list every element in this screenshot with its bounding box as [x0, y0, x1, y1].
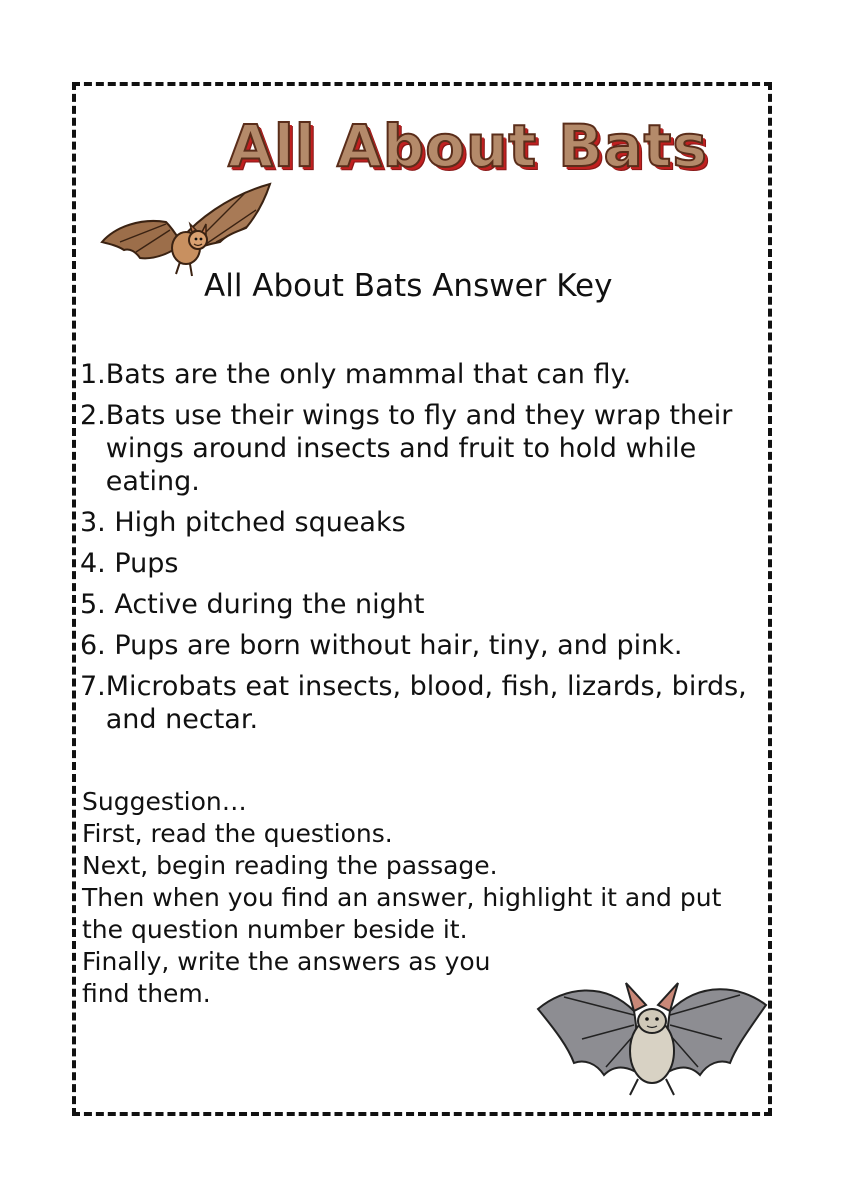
answer-key-heading: All About Bats Answer Key	[204, 268, 613, 304]
answer-text: Pups	[114, 548, 179, 579]
answer-text: Active during the night	[114, 589, 425, 620]
list-item	[80, 358, 760, 391]
answer-number: 4.	[80, 548, 115, 579]
list-item	[80, 399, 760, 498]
list-item	[80, 629, 760, 662]
suggestion-line: Finally, write the answers as you	[82, 947, 491, 976]
suggestion-line: the question number beside it.	[82, 915, 468, 944]
list-item	[80, 506, 760, 539]
answer-number: 5.	[80, 589, 115, 620]
suggestion-line: find them.	[82, 979, 211, 1008]
answer-list	[80, 358, 760, 744]
answer-text: Microbats eat insects, blood, fish, lizards, birds, and nectar.	[105, 671, 747, 735]
suggestion-line: First, read the questions.	[82, 819, 393, 848]
answer-number: 3.	[80, 507, 115, 538]
gray-bat-icon	[534, 975, 770, 1105]
suggestion-line: Next, begin reading the passage.	[82, 851, 498, 880]
answer-number: 6.	[80, 630, 115, 661]
brown-bat-icon	[96, 182, 276, 278]
answer-text: High pitched squeaks	[114, 507, 406, 538]
page-title: All About Bats	[228, 112, 708, 180]
answer-number: 7.	[80, 671, 106, 702]
answer-number: 1.	[80, 359, 106, 390]
suggestion-heading: Suggestion…	[82, 787, 247, 816]
list-item	[80, 588, 760, 621]
answer-text: Bats use their wings to fly and they wrap their wings around insects and fruit to hold while eating.	[105, 400, 733, 497]
answer-number: 2.	[80, 400, 106, 431]
list-item	[80, 670, 760, 736]
answer-text: Bats are the only mammal that can fly.	[105, 359, 632, 390]
suggestion-line: Then when you find an answer, highlight it and put	[82, 883, 722, 912]
list-item	[80, 547, 760, 580]
answer-text: Pups are born without hair, tiny, and pink.	[114, 630, 683, 661]
